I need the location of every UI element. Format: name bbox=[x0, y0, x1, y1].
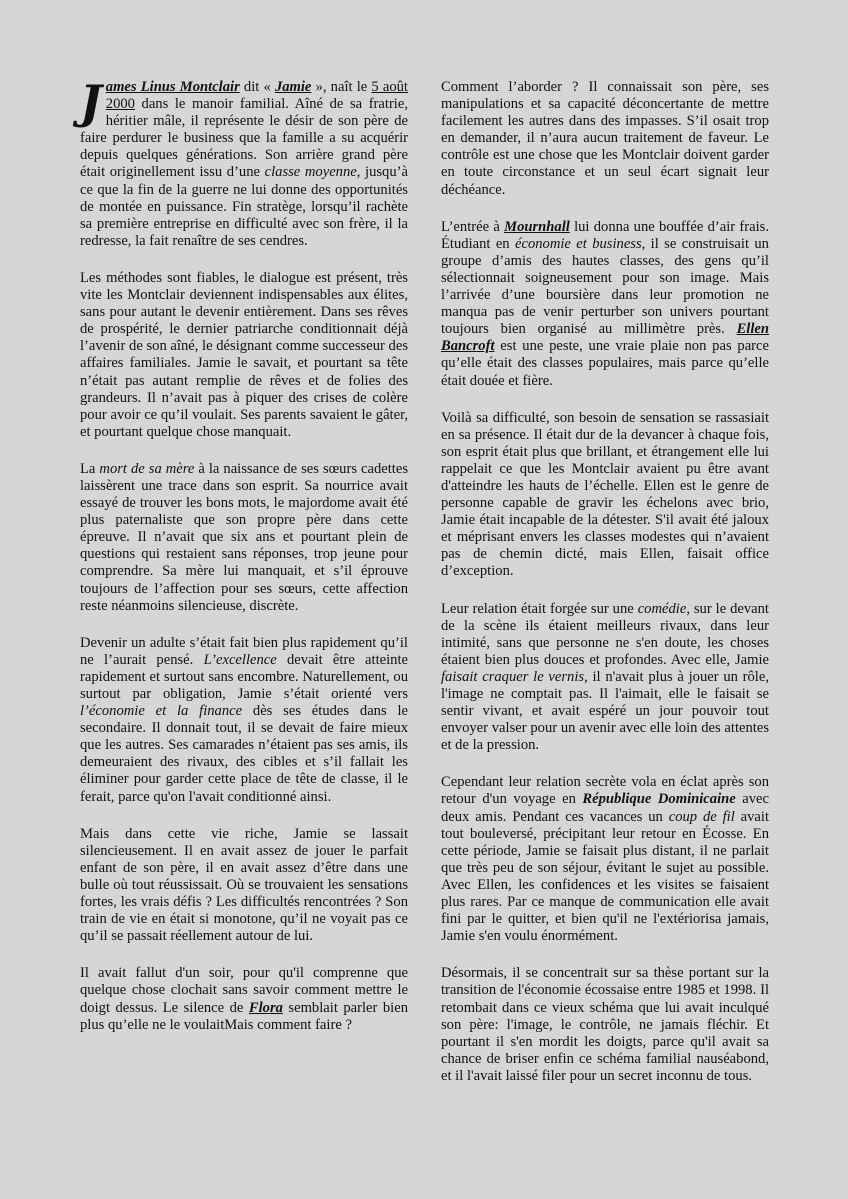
ellen-name: Ellen Bancroft bbox=[441, 321, 769, 355]
emphasis: coup de fil bbox=[668, 808, 735, 825]
emphasis: L’excellence bbox=[203, 651, 277, 668]
text-run: Cependant leur relation secrète vola en éclat après son retour d'un voyage en bbox=[441, 774, 769, 808]
text-run: La bbox=[80, 460, 100, 477]
text-run: , sur le devant de la scène ils étaient meilleurs rivaux, dans leur intimité, sans que personne ne s'en doute, les choses étaient bien plus douces et profondes. Avec elle, Jamie bbox=[441, 600, 769, 668]
emphasis: classe moyenne bbox=[264, 164, 357, 181]
paragraph-methods: Les méthodes sont fiables, le dialogue est présent, très vite les Montclair deviennent indispensables aux élites, sans pour autant le devenir entièrement. Dans ses rêves de prospérité, le dernier patriarche conditionnait déjà l’avenir de son aîné, le désignant comme successeur des affaires familiales. Jamie le savait, et pourtant sa tête n’était pas autant remplie de rêves et de folies des grandeurs. Il n’avait pas à piquer des crises de colère pour avoir ce qu’il voulait. Ses parents savaient le gâter, et pourtant quelque chose manquait. bbox=[80, 269, 408, 440]
paragraph-mournhall bbox=[441, 219, 769, 390]
paragraph-thesis: Désormais, il se concentrait sur sa thèse portant sur la transition de l'économie écossaise entre 1985 et 1998. Il retombait dans ce vieux schéma que lui avait inculqué son père: l'image, le contrôle, ne jamais fléchir. Et pourtant il s'en mordit les doigts, parce qu'il avait sa chance de briser enfin ce schéma familial nauséabond, et il l'avait laissé filer pour un secret inconnu de tous. bbox=[441, 965, 769, 1084]
flora-name: Flora bbox=[248, 999, 283, 1016]
emphasis: économie et business bbox=[514, 235, 642, 252]
paragraph-breakup bbox=[441, 774, 769, 945]
paragraph-relation bbox=[441, 601, 769, 755]
text-run: », naît le bbox=[311, 79, 372, 95]
mournhall-name: Mournhall bbox=[504, 218, 570, 235]
paragraph-mother bbox=[80, 461, 408, 615]
text-run: dit « bbox=[239, 79, 275, 95]
text-run: est une peste, une vraie plaie non pas parce qu’elle était des classes populaires, mais parce qu’elle était douée et fière. bbox=[441, 338, 769, 389]
left-column bbox=[80, 75, 408, 1054]
character-name: ames Linus Montclair bbox=[105, 79, 240, 95]
paragraph-intro bbox=[80, 75, 408, 250]
text-run: Il avait fallut d'un soir, pour qu'il comprenne que quelque chose clochait sans savoir comment mettre le doigt dessus. Le silence de bbox=[80, 965, 408, 1016]
paragraph-adulthood bbox=[80, 635, 408, 806]
emphasis: comédie bbox=[637, 600, 687, 617]
country-name: République Dominicaine bbox=[582, 791, 736, 808]
text-run: semblait parler bien plus qu’elle ne le voulaitMais comment faire ? bbox=[80, 999, 408, 1033]
text-run: Leur relation était forgée sur une bbox=[441, 600, 638, 617]
right-column bbox=[441, 79, 769, 1105]
text-run: , jusqu’à ce que la fin de la guerre ne lui donne des opportunités de montée en puissance. Fin stratège, lorsqu’il rachète sa première entreprise en difficulté avec son frère, il la redresse, la fait renaître de ses cendres. bbox=[80, 164, 408, 249]
emphasis: faisait craquer le vernis bbox=[441, 668, 585, 685]
text-run: avec deux amis. Pendant ces vacances un bbox=[441, 791, 769, 825]
text-run: L’entrée à bbox=[441, 218, 505, 235]
text-run: dans le manoir familial. Aîné de sa fratrie, héritier mâle, il représente le désir de son père de faire perdurer le business que la famille a su acquérir depuis quelques générations. Son arrière grand père était originellement issu d’une bbox=[80, 96, 408, 181]
birth-date: 5 août 2000 bbox=[105, 79, 408, 113]
paragraph-approach: Comment l’aborder ? Il connaissait son père, ses manipulations et sa capacité déconcertante de mettre facilement les autres dans des impasses. S’il osait trop en demander, il n’aura aucun traitement de faveur. Le contrôle est une chose que les Montclair doivent garder en toute circonstance et un seul écart signait leur déchéance. bbox=[441, 79, 769, 198]
emphasis: l’économie et la finance bbox=[80, 703, 243, 720]
text-run: , il se construisait un groupe d’amis des hautes classes, des gens qu’il sélectionnait soigneusement pour son image. Mais l’arrivée d’une boursière dans leur promotion ne manqua pas de venir perturber son univers pourtant toujours bien organisé au millimètre près. bbox=[441, 235, 769, 338]
text-run: avait tout bouleversé, précipitant leur retour en Écosse. En cette période, Jamie se faisait plus distant, il ne parlait que très peu de son séjour, évitant le sujet au possible. Avec Ellen, les confidences et les visites se faisaient plus rares. Par ce manque de communication elle avait fini par le quitter, et bien qu'il ne l'extériorisa jamais, Jamie s'en voulu énormément. bbox=[441, 808, 770, 945]
text-run: à la naissance de ses sœurs cadettes laissèrent une trace dans son esprit. Sa nourrice avait essayé de trouver les bons mots, le majordome avait été plus paternaliste que son propre père dans cette épreuve. Il n’avait que six ans et pourtant plein de questions qui restaient sans réponses, trop jeune pour comprendre. Sa mère lui manquait, et s’il éprouve toujours de l’affection pour ses sœurs, cette affection reste néanmoins silencieuse, discrète. bbox=[80, 460, 408, 614]
text-run: , il n'avait plus à jouer un rôle, l'image ne comptait pas. Il l'aimait, elle le faisait se sentir vivant, et avait espéré un jour pouvoir tout envoyer valser pour un avenir avec elle loin des attentes et de la pression. bbox=[441, 668, 769, 754]
paragraph-difficulty: Voilà sa difficulté, son besoin de sensation se rassasiait en sa présence. Il était dur de la devancer à chaque fois, son esprit était plus que brillant, et étrangement elle lui rappelait ce que les Montclair avaient pu être avant d'atteindre les hauts de l’échelle. Ellen est le genre de personne capable de gravir les échelons avec brio, Jamie était incapable de la détester. S'il avait été jaloux et méprisant envers les classes modestes qui n’avaient pas de chemin dicté, mais Ellen, faisait office d’exception. bbox=[441, 409, 769, 580]
paragraph-boredom: Mais dans cette vie riche, Jamie se lassait silencieusement. Il en avait assez de jouer le parfait enfant de son père, il en avait assez d’être dans une bulle où tout réussissait. Où se trouvaient les sensations fortes, les vrais défis ? Les difficultés rencontrées ? Son train de vie en était si monotone, qu’il ne voyait pas ce qu’il se passait réellement autour de lui. bbox=[80, 825, 408, 945]
drop-cap: J bbox=[80, 75, 102, 129]
text-run: lui donna une bouffée d’air frais. Étudiant en bbox=[441, 218, 769, 252]
paragraph-flora bbox=[80, 965, 408, 1033]
text-run: Devenir un adulte s’était fait bien plus rapidement qu’il ne l’aurait pensé. bbox=[80, 634, 408, 668]
text-run: dès ses études dans le secondaire. Il donnait tout, il se devait de faire mieux que les autres. Ses camarades n’étaient pas ses amis, ils demeuraient des rivaux, des cibles et s’il fallait les éliminer pour garder cette place de tête de classe, il le ferait, parce qu'on l'avait conditionné ainsi. bbox=[80, 703, 408, 805]
nickname: Jamie bbox=[274, 79, 312, 95]
text-run: devait être atteinte rapidement et surtout sans encombre. Naturellement, ou surtout par obligation, Jamie s’était orienté vers bbox=[80, 651, 408, 702]
emphasis: mort de sa mère bbox=[99, 460, 195, 477]
